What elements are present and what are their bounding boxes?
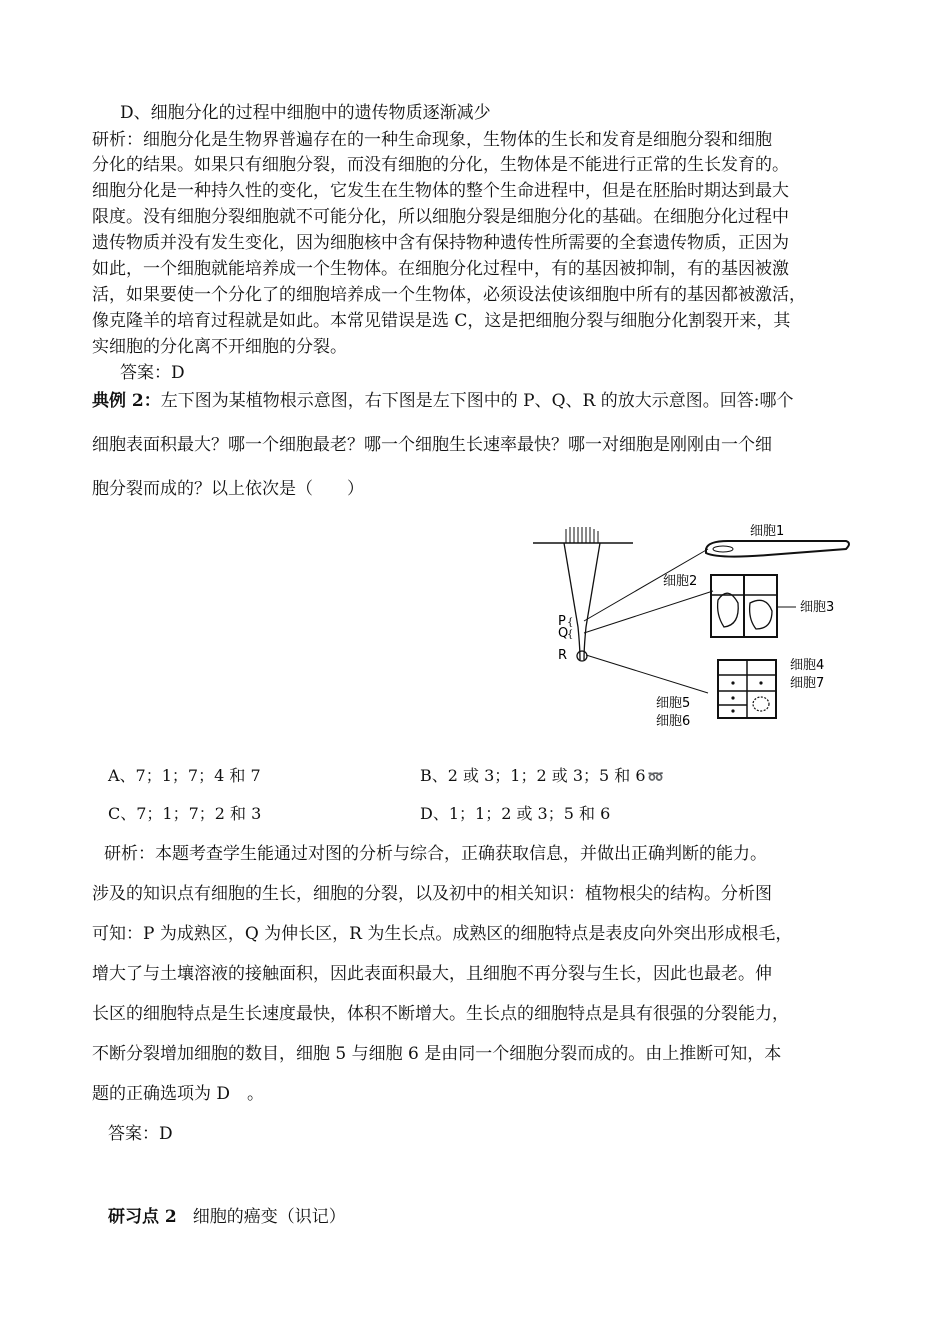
example-2-line: [92, 388, 793, 414]
analysis-line: 限度。没有细胞分裂细胞就不可能分化，所以细胞分裂是细胞分化的基础。在细胞分化过程中: [92, 207, 789, 227]
analysis-line: 遗传物质并没有发生变化，因为细胞核中含有保持物种遗传性所需要的全套遗传物质，正因为: [92, 233, 789, 253]
option-b-text: B、2 或 3；1；2 或 3；5 和 6: [420, 766, 646, 785]
option-a: A、7；1；7；4 和 7: [108, 766, 261, 785]
label-cell-5: 细胞5: [656, 696, 691, 711]
analysis-line: 题的正确选项为 D 。: [92, 1084, 265, 1104]
nucleus-dot: [731, 709, 734, 712]
analysis-line: 如此，一个细胞就能培养成一个生物体。在细胞分化过程中，有的基因被抑制，有的基因被激: [92, 259, 789, 279]
cell-7-dividing-nucleus: [753, 697, 769, 711]
analysis-line: 研析：细胞分化是生物界普遍存在的一种生命现象，生物体的生长和发育是细胞分裂和细胞: [92, 130, 772, 150]
cell-1-nucleus: [713, 546, 733, 552]
root-hairs: [566, 527, 598, 543]
nucleus-dot: [759, 681, 762, 684]
scribble-mark-icon: ➿: [647, 770, 664, 785]
analysis-line: 细胞分化是一种持久性的变化，它发生在生物体的整个生命进程中，但是在胚胎时期达到最大: [92, 181, 789, 201]
cell-3-vacuole: [750, 600, 772, 629]
analysis-line: 不断分裂增加细胞的数目，细胞 5 与细胞 6 是由同一个细胞分裂而成的。由上推断可知，本: [92, 1044, 782, 1064]
option-d: D、1；1；2 或 3；5 和 6: [420, 804, 611, 823]
label-cell-6: 细胞6: [656, 714, 691, 729]
root-diagram-figure: [528, 515, 858, 730]
analysis-line: 实细胞的分化离不开细胞的分裂。: [92, 337, 347, 357]
section-label: 研习点 2: [108, 1207, 177, 1227]
analysis-line: 研析：本题考查学生能通过对图的分析与综合，正确获取信息，并做出正确判断的能力。: [104, 844, 767, 864]
root-cap: [577, 651, 587, 661]
label-q: Q: [558, 626, 569, 641]
label-cell-2: 细胞2: [663, 574, 698, 589]
label-cell-4: 细胞4: [790, 658, 825, 673]
analysis-line: 长区的细胞特点是生长速度最快，体积不断增大。生长点的细胞特点是具有很强的分裂能力，: [92, 1004, 789, 1024]
analysis-line: 增大了与土壤溶液的接触面积，因此表面积最大，且细胞不再分裂与生长，因此也最老。伸: [92, 964, 772, 984]
root-outline: [564, 543, 600, 660]
answer-line: 答案：D: [120, 363, 185, 383]
answer-line: 答案：D: [108, 1124, 173, 1144]
example-2-line: 胞分裂而成的？以上依次是（ ）: [92, 479, 364, 499]
cell-2-vacuole: [718, 593, 739, 627]
example-2-text: 左下图为某植物根示意图，右下图是左下图中的 P、Q、R 的放大示意图。回答:哪个: [160, 391, 794, 411]
option-b: [420, 764, 664, 790]
label-cell-1: 细胞1: [750, 524, 785, 539]
label-cell-3: 细胞3: [800, 600, 835, 615]
analysis-line: 活，如果要使一个分化了的细胞培养成一个生物体，必须设法使该细胞中所有的基因都被激活，: [92, 285, 806, 305]
analysis-line: 像克隆羊的培育过程就是如此。本常见错误是选 C，这是把细胞分裂与细胞分化割裂开来，其: [92, 311, 791, 331]
nucleus-dot: [731, 681, 734, 684]
label-cell-7: 细胞7: [790, 676, 825, 691]
analysis-line: 涉及的知识点有细胞的生长，细胞的分裂，以及初中的相关知识：植物根尖的结构。分析图: [92, 884, 772, 904]
pointer-line-r: [586, 655, 708, 693]
q-bracket: {: [567, 629, 574, 640]
section-title: 细胞的癌变（识记）: [192, 1207, 346, 1227]
label-r: R: [558, 648, 568, 663]
pointer-line-q: [584, 591, 713, 633]
example-2-label: 典例 2：: [92, 391, 161, 411]
p-bracket: {: [567, 617, 574, 628]
example-2-line: 细胞表面积最大？哪一个细胞最老？哪一个细胞生长速率最快？哪一对细胞是刚刚由一个细: [92, 435, 772, 455]
analysis-line: 可知：P 为成熟区，Q 为伸长区，R 为生长点。成熟区的细胞特点是表皮向外突出形成根毛，: [92, 924, 793, 944]
section-heading: [108, 1204, 346, 1230]
option-d-statement: D、细胞分化的过程中细胞中的遗传物质逐渐减少: [120, 103, 491, 123]
nucleus-dot: [731, 696, 734, 699]
option-c: C、7；1；7；2 和 3: [108, 804, 262, 823]
analysis-line: 分化的结果。如果只有细胞分裂，而没有细胞的分化，生物体是不能进行正常的生长发育的。: [92, 155, 789, 175]
label-p: P: [558, 614, 566, 629]
cell-1-shape: [706, 541, 849, 557]
